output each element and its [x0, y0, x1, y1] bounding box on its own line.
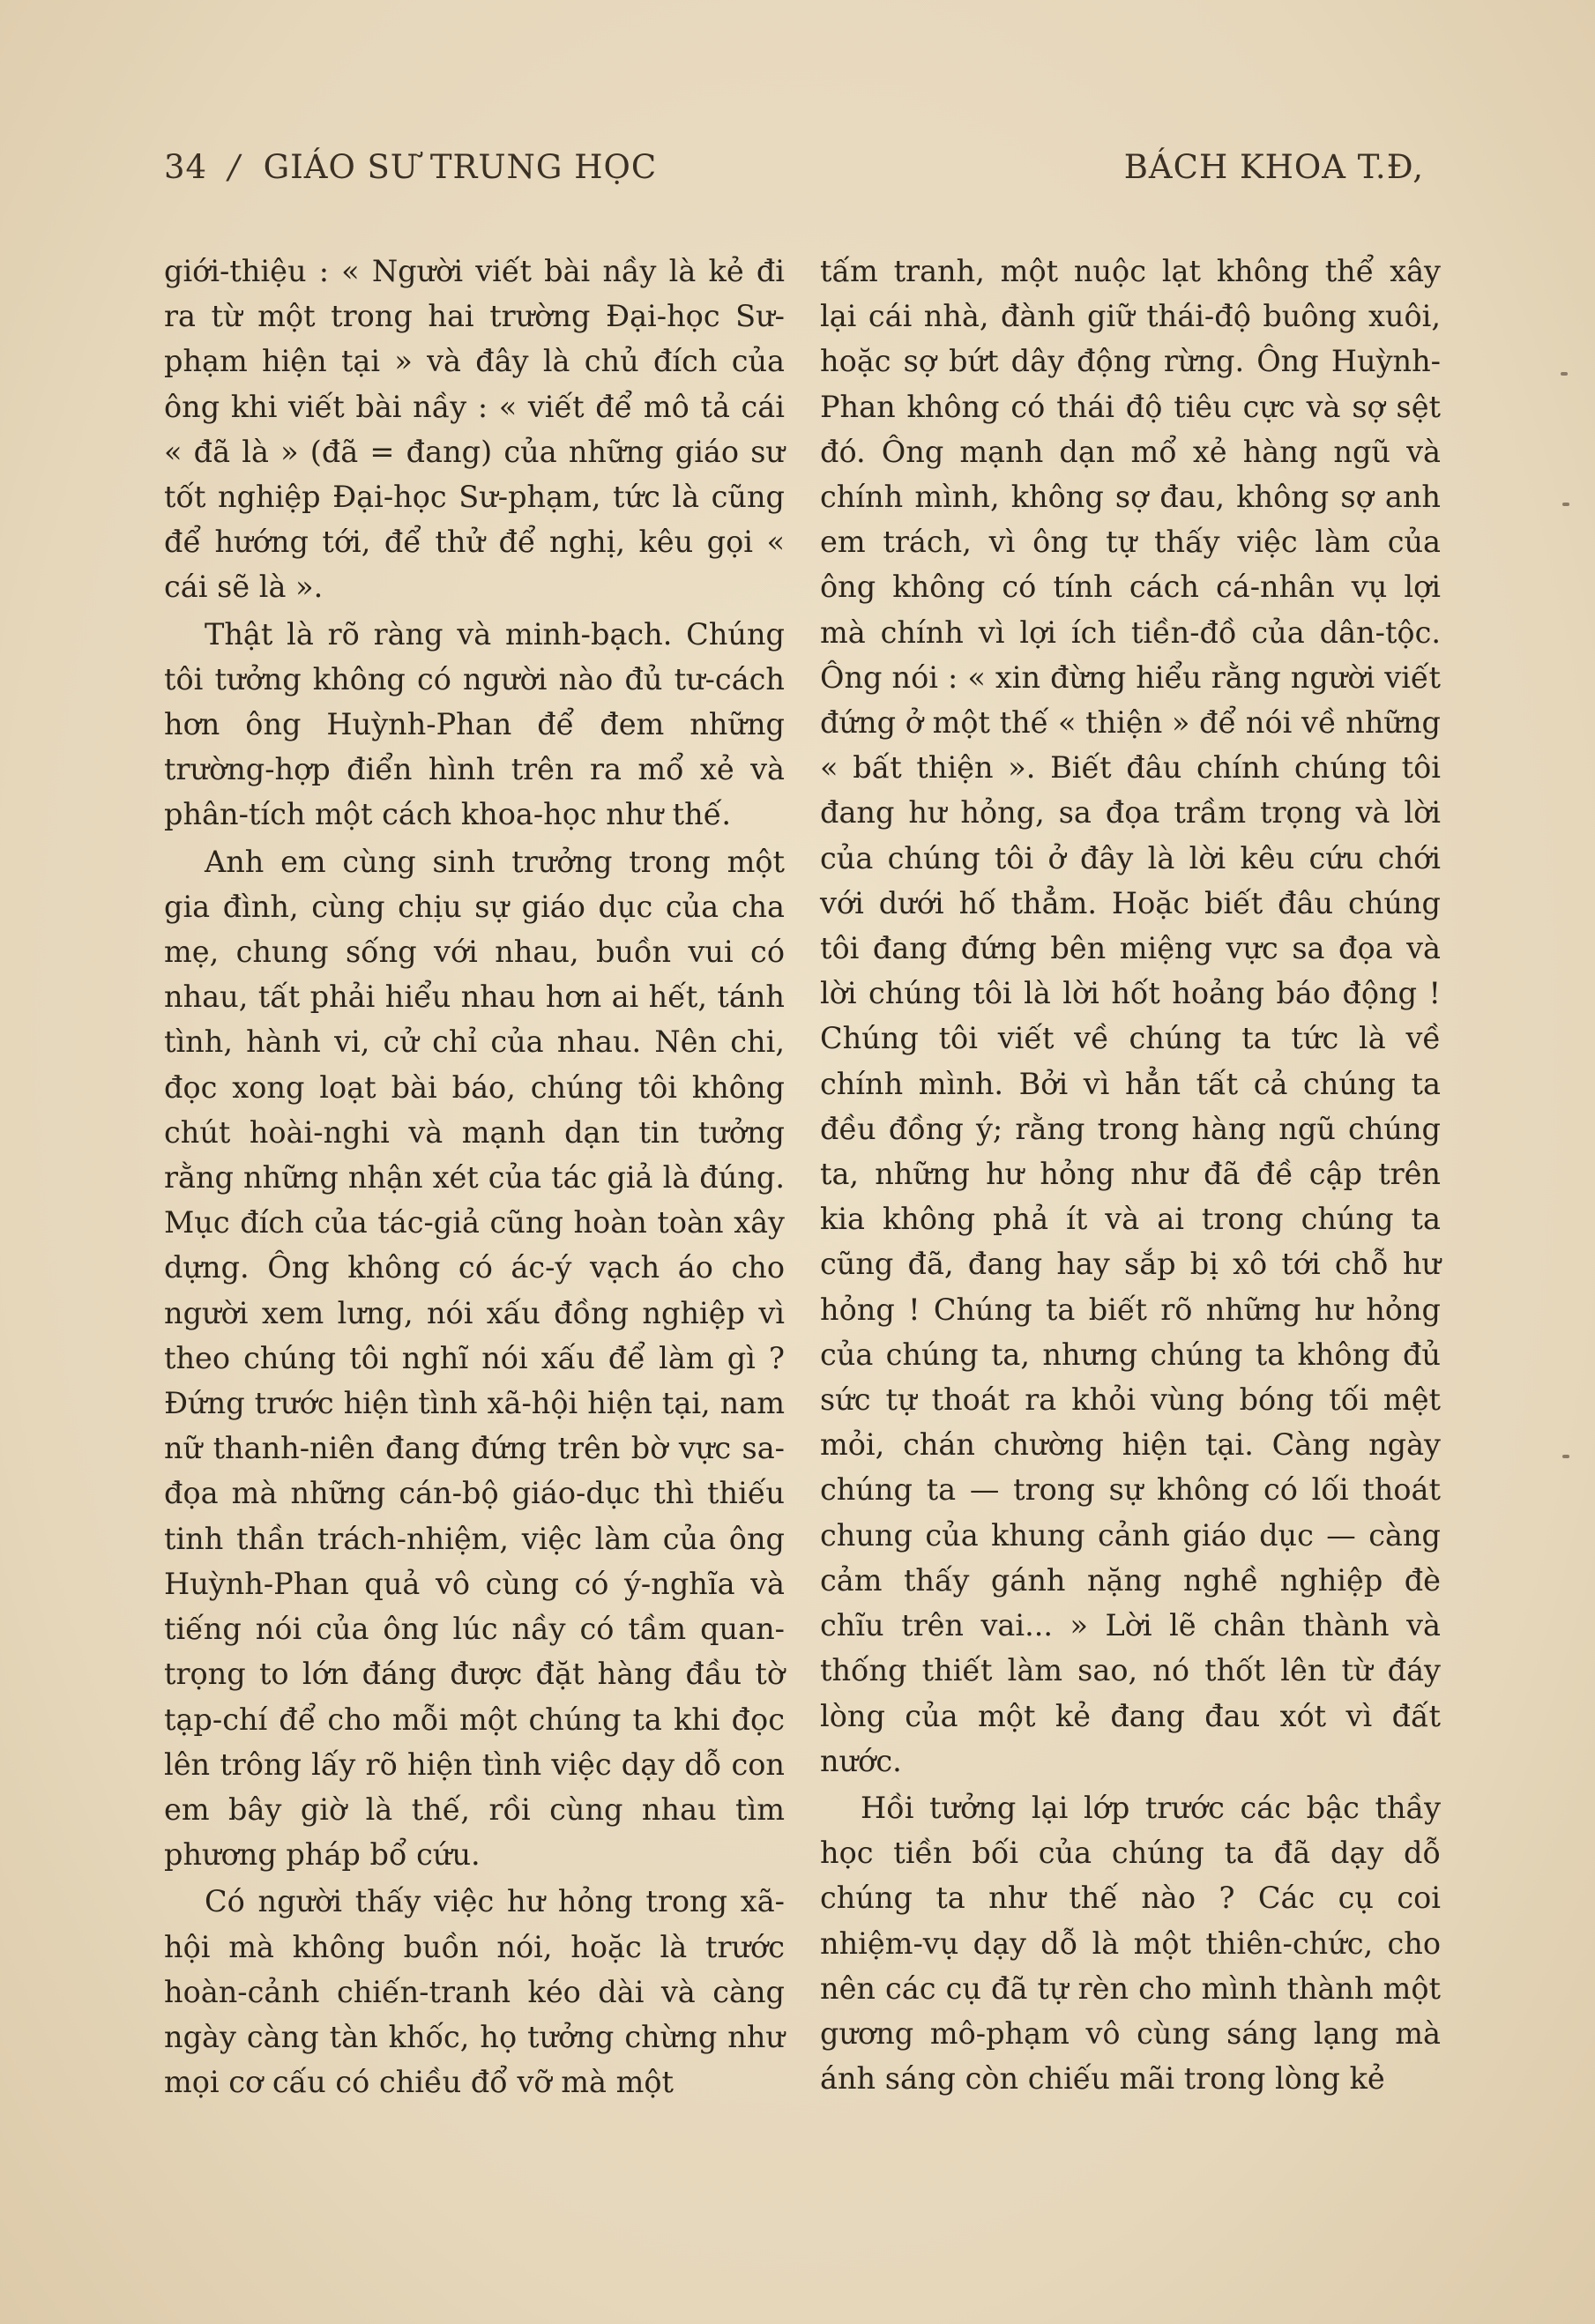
header-left [164, 148, 657, 186]
paragraph: Anh em cùng sinh trưởng trong một gia đình, cùng chịu sự giáo dục của cha mẹ, chung sống với nhau, buồn vui có nhau, tất phải hiểu nhau hơn ai hết, tánh tình, hành vi, cử chỉ của nhau. Nên chi, đọc xong loạt bài báo, chúng tôi không chút hoài-nghi và mạnh dạn tin tưởng rằng những nhận xét của tác giả là đúng. Mục đích của tác-giả cũng hoàn toàn xây dựng. Ông không có ác-ý vạch áo cho người xem lưng, nói xấu đồng nghiệp vì theo chúng tôi nghĩ nói xấu để làm gì ? Đứng trước hiện tình xã-hội hiện tại, nam nữ thanh-niên đang đứng trên bờ vực sa-đọa mà những cán-bộ giáo-dục thì thiếu tinh thần trách-nhiệm, việc làm của ông Huỳnh-Phan quả vô cùng có ý-nghĩa và tiếng nói của ông lúc nầy có tầm quan-trọng to lớn đáng được đặt hàng đầu tờ tạp-chí để cho mỗi một chúng ta khi đọc lên trông lấy rõ hiện tình việc dạy dỗ con em bây giờ là thế, rồi cùng nhau tìm phương pháp bổ cứu. [164, 844, 785, 1873]
paragraph: giới-thiệu : « Người viết bài nầy là kẻ đi ra từ một trong hai trường Đại-học Sư-phạm hiện tại » và đây là chủ đích của ông khi viết bài nầy : « viết để mô tả cái « đã là » (đã = đang) của những giáo sư tốt nghiệp Đại-học Sư-phạm, tức là cũng để hướng tới, để thử để nghị, kêu gọi « cái sẽ là ». [164, 254, 785, 605]
header-separator: / [228, 148, 241, 186]
section-title: GIÁO SƯ TRUNG HỌC [263, 148, 658, 186]
paragraph: tấm tranh, một nuộc lạt không thể xây lại cái nhà, đành giữ thái-độ buông xuôi, hoặc sợ bứt dây động rừng. Ông Huỳnh-Phan không có thái độ tiêu cực và sợ sệt đó. Ông mạnh dạn mổ xẻ hàng ngũ và chính mình, không sợ đau, không sợ anh em trách, vì ông tự thấy việc làm của ông không có tính cách cá-nhân vụ lợi mà chính vì lợi ích tiền-đồ của dân-tộc. Ông nói : « xin đừng hiểu rằng người viết đứng ở một thế « thiện » để nói về những « bất thiện ». Biết đâu chính chúng tôi đang hư hỏng, sa đọa trầm trọng và lời của chúng tôi ở đây là lời kêu cứu chới với dưới hố thẳm. Hoặc biết đâu chúng tôi đang đứng bên miệng vực sa đọa và lời chúng tôi là lời hốt hoảng báo động ! Chúng tôi viết về chúng ta tức là về chính mình. Bởi vì hẳn tất cả chúng ta đều đồng ý; rằng trong hàng ngũ chúng ta, những hư hỏng như đã đề cập trên kia không phả ít và ai trong chúng ta cũng đã, đang hay sắp bị xô tới chỗ hư hỏng ! Chúng ta biết rõ những hư hỏng của chúng ta, nhưng chúng ta không đủ sức tự thoát ra khỏi vùng bóng tối mệt mỏi, chán chường hiện tại. Càng ngày chúng ta — trong sự không có lối thoát chung của khung cảnh giáo dục — càng cảm thấy gánh nặng nghề nghiệp đè chĩu trên vai... » Lời lẽ chân thành và thống thiết làm sao, nó thốt lên từ đáy lòng của một kẻ đang đau xót vì đất nước. [820, 254, 1441, 1778]
magazine-title: BÁCH KHOA T.Đ, [1123, 148, 1424, 186]
page-number: 34 [164, 148, 208, 186]
paragraph: Thật là rõ ràng và minh-bạch. Chúng tôi tưởng không có người nào đủ tư-cách hơn ông Huỳnh-Phan để đem những trường-hợp điển hình trên ra mổ xẻ và phân-tích một cách khoa-học như thế. [164, 616, 785, 832]
paper-speck [1562, 1455, 1569, 1458]
paper-speck [1562, 503, 1569, 506]
left-column [164, 249, 785, 2104]
paragraph: Hồi tưởng lại lớp trước các bậc thầy học tiền bối của chúng ta đã dạy dỗ chúng ta như thế nào ? Các cụ coi nhiệm-vụ dạy dỗ là một thiên-chức, cho nên các cụ đã tự rèn cho mình thành một gương mô-phạm vô cùng sáng lạng mà ánh sáng còn chiếu mãi trong lòng kẻ [820, 1790, 1441, 2097]
paper-speck [1561, 372, 1568, 376]
paragraph: Có người thấy việc hư hỏng trong xã-hội mà không buồn nói, hoặc là trước hoàn-cảnh chiến-tranh kéo dài và càng ngày càng tàn khốc, họ tưởng chừng như mọi cơ cấu có chiều đổ vỡ mà một [164, 1884, 785, 2100]
right-column [820, 249, 1441, 2101]
running-header [164, 148, 1431, 201]
